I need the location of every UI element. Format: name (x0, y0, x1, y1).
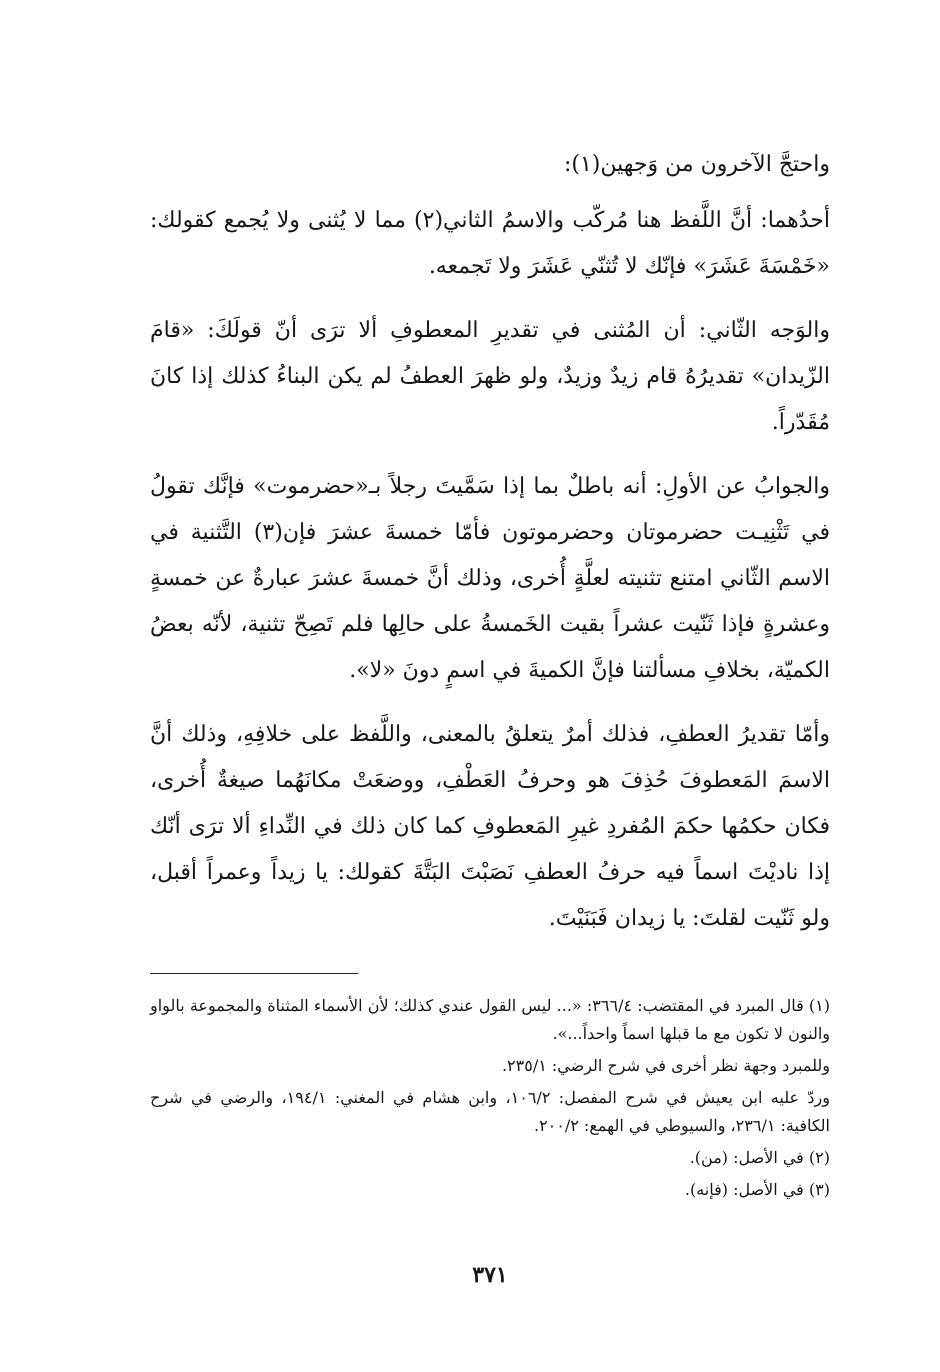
footnote-1: (١) قال المبرد في المقتضب: ٣٦٦/٤: «... ليس القول عندي كذلك؛ لأن الأسماء المثناة والمجموعة بالواو والنون لا تكون مع ما قبلها اسماً واحداً...». (150, 996, 830, 1043)
paragraph-5: وأمّا تقديرُ العطفِ، فذلك أمرٌ يتعلقُ بالمعنى، واللَّفظ على خلافِهِ، وذلك أنَّ الاسمَ المَعطوفَ حُذِفَ هو وحرفُ العَطْفِ، ووضعَتْ مكانَهُما صيغةٌ أُخرى، فكان حكمُها حكمَ المُفردِ غيرِ المَعطوفِ كما كان ذلك في النِّداءِ ألا ترَى أنّك إذا ناديْتَ اسماً فيه حرفُ العطفِ نَصَبْتَ البَتَّةَ كقولك: يا زيداً وعمراً أقبل، ولو ثَنّيت لقلتَ: يا زيدان فَبَنَيْتَ. (150, 722, 830, 931)
footnote-1-note-c: وردّ عليه ابن يعيش في شرح المفصل: ١٠٦/٢، وابن هشام في المغني: ١٩٤/١، والرضي في شرح الكافية: ٢٣٦/١، والسيوطي في الهمع: ٢٠٠/٢. (150, 1088, 831, 1135)
footnote-1-note-b: وللمبرد وجهة نظر أخرى في شرح الرضي: ٢٣٥/١. (501, 1056, 830, 1075)
paragraph-4: والجوابُ عن الأولِ: أنه باطلٌ بما إذا سَمَّيتَ رجلاً بـ«حضرموت» فإنَّك تقولُ في تَثْنِيـت حضرموتان وحضرموتون فأمّا خمسةَ عشرَ فإن(٣) التَّثنية في الاسم الثّاني امتنع تثنيته لعلَّةٍ أُخرى، وذلك أنَّ خمسةَ عشرَ عبارةٌ عن خمسةٍ وعشرةٍ فإذا ثَنّيت عشراً بقيت الخَمسةُ على حالِها فلم تَصِحّ تثنية، لأنّه بعضُ الكميّة، بخلافِ مسألتنا فإنَّ الكميةَ في اسمٍ دونَ «لا». (150, 474, 831, 683)
paragraph-1: واحتجَّ الآخرون من وَجهين(١): (563, 152, 830, 177)
footnote-2: (٢) في الأصل: (من). (689, 1148, 830, 1167)
page-number: ٣٧١ (472, 1262, 508, 1288)
footnotes (150, 992, 830, 1208)
paragraph-2: أحدُهما: أنَّ اللَّفظ هنا مُركّب والاسمُ الثاني(٢) مما لا يُثنى ولا يُجمع كقولك: «خَمْسَةَ عَشَرَ» فإنّك لا تُثنّي عَشَرَ ولا تَجمعه. (150, 208, 830, 279)
book-page (150, 0, 830, 1372)
main-text (150, 142, 830, 960)
footnote-separator (150, 973, 358, 974)
footnote-3: (٣) في الأصل: (فإنه). (684, 1180, 830, 1199)
paragraph-3: والوَجه الثّاني: أن المُثنى في تقديرِ المعطوفِ ألا ترَى أنّ قولَكَ: «قامَ الزّيدان» تقديرُهُ قام زيدٌ وزيدٌ، ولو ظهرَ العطفُ لم يكن البناءُ كذلك إذا كانَ مُقَدّراً. (150, 318, 830, 435)
